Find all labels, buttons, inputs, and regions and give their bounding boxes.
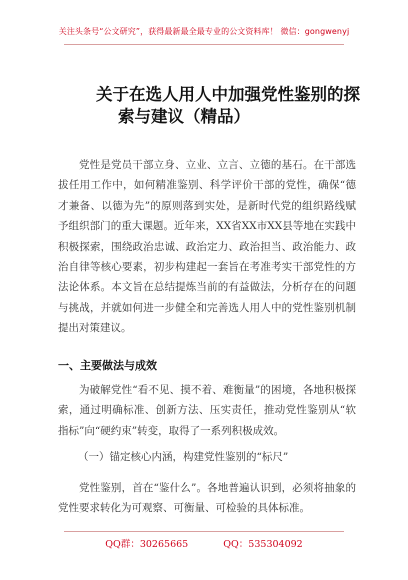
header-note: 关注头条号“公文研究”，获得最新最全最专业的公文资料库！ 微信：gongwenyj	[58, 27, 350, 36]
footer-qq-group: QQ群：30265665	[105, 539, 189, 550]
document-title	[96, 84, 366, 128]
section-paragraph-block	[58, 380, 356, 441]
subsection-paragraph-block	[58, 478, 356, 519]
intro-paragraph: 党性是党员干部立身、立业、立言、立德的基石。在干部选拔任用工作中，如何精准鉴别、科学评价干部的党性，确保“德才兼备、以德为先”的原则落到实处，是新时代党的组织路线赋予组织部门的重大课题。近年来，XX省XX市XX县等地在实践中积极探索，围绕政治忠诚、政治定力、政治担当、政治能力、政治自律等核心要素，初步构建起一套旨在考准考实干部党性的方法论体系。本文旨在总结提炼当前的有益做法，分析存在的问题与挑战，并就如何进一步健全和完善选人用人中的党性鉴别机制提出对策建议。	[58, 159, 356, 335]
intro-paragraph-block	[58, 155, 356, 339]
subsection-heading: （一）锚定核心内涵，构建党性鉴别的“标尺”	[78, 451, 289, 463]
subsection-paragraph: 党性鉴别，首在“鉴什么”。各地普遍认识到，必须将抽象的党性要求转化为可观察、可衡量、可检验的具体标准。	[58, 482, 356, 515]
title-line-1: 关于在选人用人中加强党性鉴别的探	[96, 85, 360, 104]
footer-qq: QQ：535304092	[223, 539, 303, 550]
footer	[0, 536, 408, 550]
section-paragraph: 为破解党性“看不见、摸不着、难衡量”的困境，各地积极探索，通过明确标准、创新方法、压实责任，推动党性鉴别从“软指标”向“硬约束”转变，取得了一系列积极成效。	[58, 384, 356, 437]
title-line-2: 索与建议（精品）	[118, 107, 250, 126]
header-divider	[64, 44, 344, 45]
section-heading: 一、主要做法与成效	[58, 359, 157, 372]
footer-divider	[64, 531, 344, 532]
